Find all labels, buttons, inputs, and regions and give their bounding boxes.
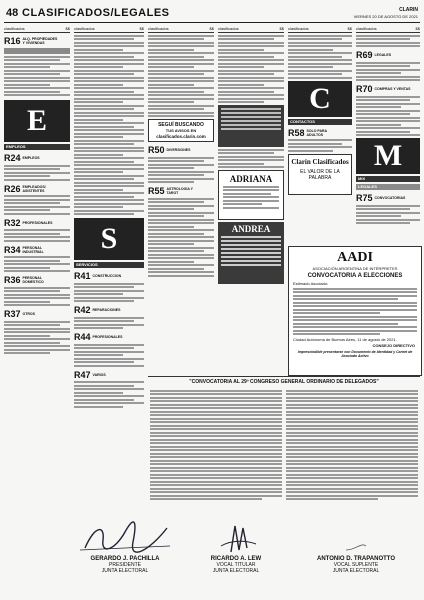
rubro: R37 OTROS [4,309,35,319]
promo-box: SEGUÍ BUSCANDO TUS AVISOS EN clasificados.clarin.com [148,119,214,142]
notice-org-full: ASOCIACIÓN ARGENTINA DE INTÉRPRETES [312,266,398,271]
column-3: clasificados $$ SEGUÍ BUSCANDO TUS AVISOS EN clasificados.clarin.com R50 DIVERSIONES R55 ASTROLOGIA Y TAROT [148,26,214,278]
notice-greeting: Estimado Asociado: [293,281,329,286]
page-number: 48 [6,7,19,19]
notice-sign: CONSEJO DIRECTIVO [372,342,415,348]
column-6: clasificados $$ R69 LEGALES R70 COMPRAS Y VENTAS M MIX LEGALES R75 CONVOCATORIAS [356,26,420,226]
column-5: clasificados $$ C CONTACTOS R58 SOLO PARA ADULTOS Clarín Clasificados EL VALOR DE LA PALABRA [288,26,352,195]
rubro: R32 PROFESIONALES [4,217,53,228]
letter-m: M [356,138,420,174]
handwritten-signature [201,520,271,556]
notice-footer: Ciudad Autónoma de Buenos Aires, 11 de agosto de 2021. [293,336,397,342]
signature-2: RICARDO A. LEW VOCAL TITULAR JUNTA ELECTORAL [186,520,286,574]
letter-c: C [288,81,352,117]
rubro: R36 PERSONAL DOMESTICO [4,275,44,285]
brand: CLARIN [399,7,418,13]
rubro: R24 EMPLEOS [4,153,40,163]
convocatoria-block [148,376,420,517]
clarin-ad: Clarín Clasificados EL VALOR DE LA PALABRA [288,154,352,195]
handwritten-signature [316,520,396,556]
section-title: CLASIFICADOS/LEGALES [22,7,170,19]
column-1: clasificados $$ R16 ALQ. PROPIEDADES Y VIVIENDAS E EMPLEOS R24 EMPLEOS R26 EMPLEADOS/ ASISTENTES R32 PROFESIONALES R34 PERSONAL INDUSTRIAL R36 PERSONAL DOMESTICO R37 OTROS [4,26,70,356]
aadi-notice [288,246,422,376]
ad-adriana: ADRIANA [218,170,284,220]
rubro: R26 EMPLEADOS/ ASISTENTES [4,183,46,194]
rubro: R16 ALQ. PROPIEDADES Y VIVIENDAS [4,36,58,46]
column-4: clasificados $$ ADRIANA ANDREA [218,26,284,284]
convocatoria-title: "CONVOCATORIA AL 29º CONGRESO GENERAL ORDINARIO DE DELEGADOS" [189,379,379,385]
notice-note: Imprescindible presentarse con Documento de Identidad y Carnet de Asociado Activo [297,349,413,358]
ad-andrea: ANDREA [218,222,284,284]
signature-3: ANTONIO D. TRAPANOTTO VOCAL SUPLENTE JUNTA ELECTORAL [296,520,416,574]
notice-org: AADI [337,250,373,265]
signature-1: GERARDO J. PACHILLA PRESIDENTE JUNTA ELECTORAL [70,520,180,574]
letter-e: E [4,100,70,142]
letter-s: S [74,218,144,260]
rubro: R34 PERSONAL INDUSTRIAL [4,244,44,255]
notice-title: CONVOCATORIA A ELECCIONES [307,273,403,279]
ad-block [218,105,284,147]
date: VIERNES 20 DE AGOSTO DE 2021 [353,14,418,19]
page-header [4,6,420,23]
column-2: clasificados $$ S SERVICIOS R41 CONSTRUCCION R42 REPARACIONES R44 PROFESIONALES R47 VARIOS [74,26,144,409]
handwritten-signature [75,520,175,556]
